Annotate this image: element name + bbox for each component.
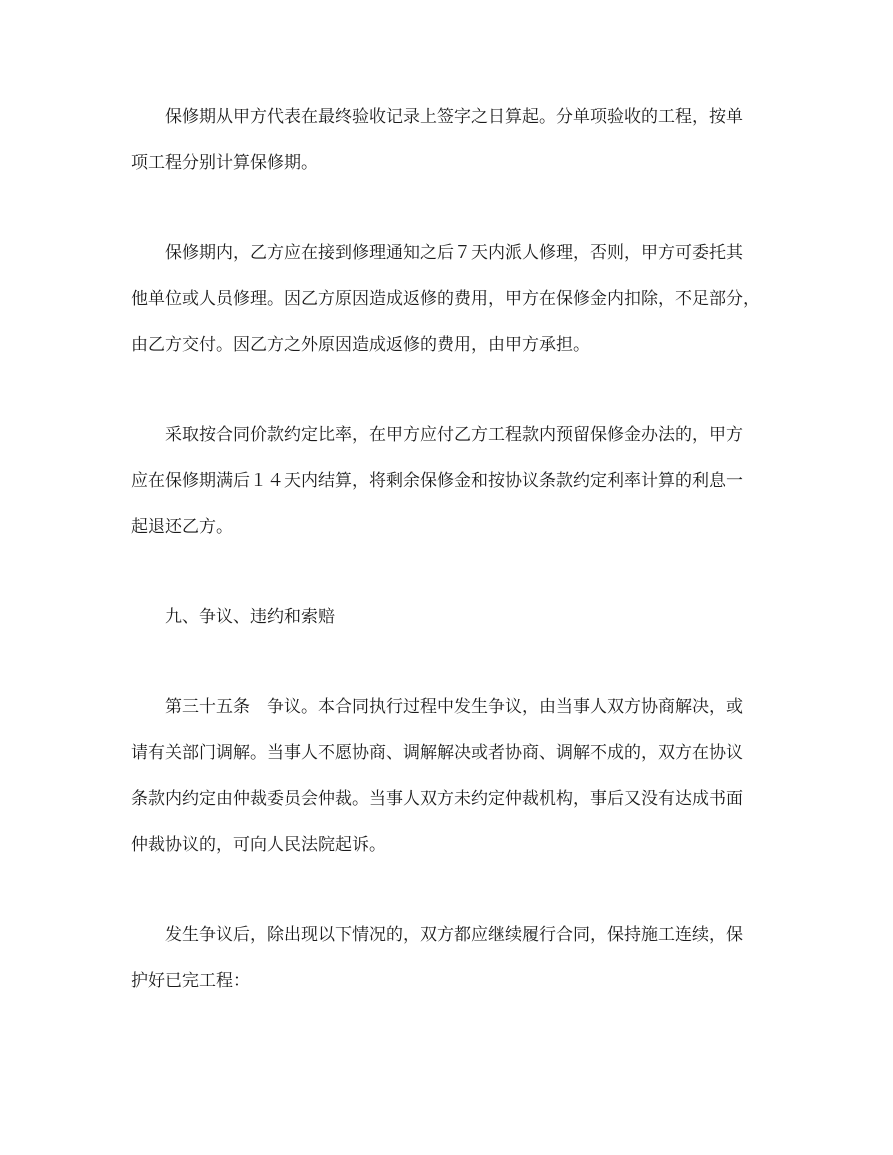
paragraph-3-line-2: 应在保修期满后１４天内结算，将剩余保修金和按协议条款约定利率计算的利息一 <box>131 471 743 491</box>
paragraph-1-line-2: 项工程分别计算保修期。 <box>131 153 318 173</box>
paragraph-3-line-1: 采取按合同价款约定比率，在甲方应付乙方工程款内预留保修金办法的，甲方 <box>165 425 743 445</box>
paragraph-1-line-1: 保修期从甲方代表在最终验收记录上签字之日算起。分单项验收的工程，按单 <box>165 107 743 127</box>
paragraph-6-line-2: 护好已完工程： <box>131 971 250 991</box>
paragraph-5-line-3: 条款内约定由仲裁委员会仲裁。当事人双方未约定仲裁机构，事后又没有达成书面 <box>131 789 743 809</box>
paragraph-5-line-4: 仲裁协议的，可向人民法院起诉。 <box>131 835 386 855</box>
paragraph-5-line-2: 请有关部门调解。当事人不愿协商、调解解决或者协商、调解不成的，双方在协议 <box>131 743 743 763</box>
paragraph-2-line-1: 保修期内，乙方应在接到修理通知之后７天内派人修理，否则，甲方可委托其 <box>165 243 743 263</box>
paragraph-6-line-1: 发生争议后，除出现以下情况的，双方都应继续履行合同，保持施工连续，保 <box>165 925 743 945</box>
paragraph-2-line-2: 他单位或人员修理。因乙方原因造成返修的费用，甲方在保修金内扣除，不足部分， <box>131 289 760 309</box>
section-heading: 九、争议、违约和索赔 <box>165 607 335 627</box>
paragraph-5-line-1: 第三十五条 争议。本合同执行过程中发生争议，由当事人双方协商解决，或 <box>165 697 743 717</box>
paragraph-3-line-3: 起退还乙方。 <box>131 517 233 537</box>
paragraph-2-line-3: 由乙方交付。因乙方之外原因造成返修的费用，由甲方承担。 <box>131 335 590 355</box>
